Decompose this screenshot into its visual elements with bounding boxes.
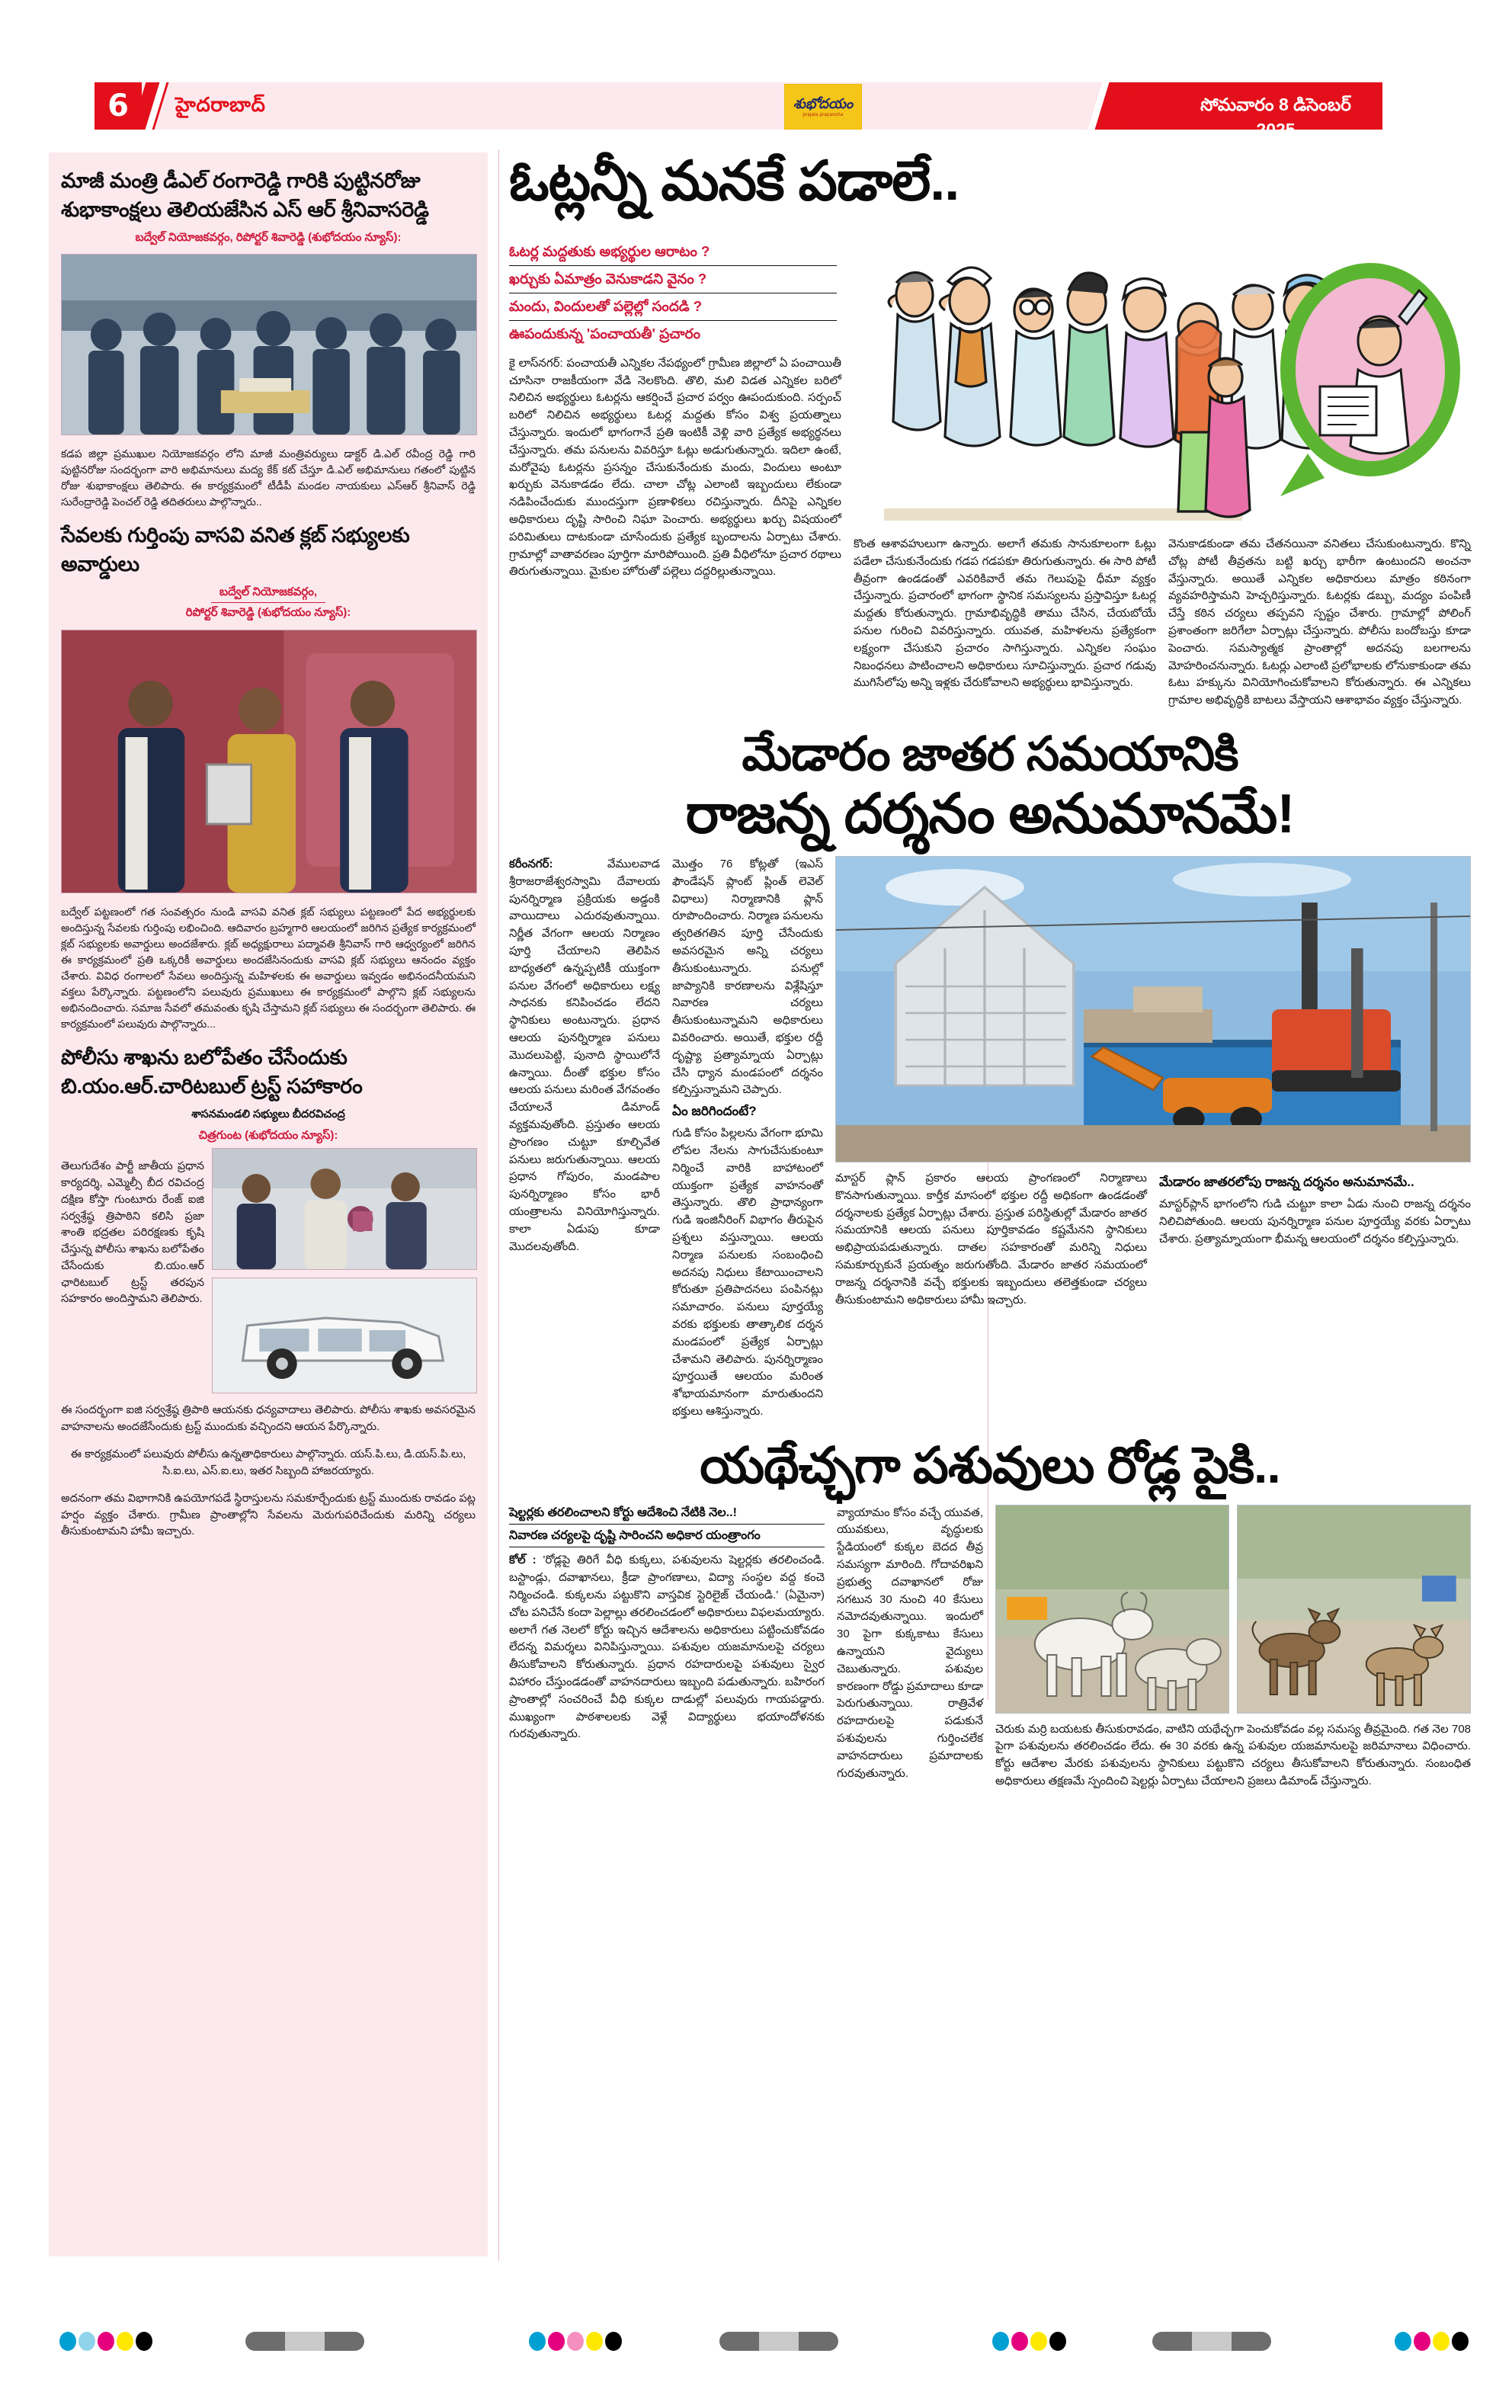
bullet-2: ఖర్చుకు ఏమాత్రం వెనుకాడని వైనం ? (509, 265, 837, 293)
main-article-2-headline-line1: మేడారం జాతర సమయానికి (742, 727, 1238, 781)
photo-illustration-temple-construction (836, 857, 1470, 1162)
main-article-3-headline: యథేచ్ఛగా పశువులు రోడ్ల పైకి.. (700, 1436, 1280, 1493)
main-article-2-body-col1b: గుడి కోసం పిల్లలను వేగంగా భూమి లోపల నేలను సాగుచేసుకుంటూ నిర్మించే వారికి బాహాటంలో యుక్తంగా ప్రత్యేక వాహనంతో తెస్తున్నారు. తొలి ప్రాధాన్యంగా గుడి ఇంజినీరింగ్ విభాగం తీరుపైన ప్రశ్నలు వస్తున్నాయి. ఆలయ నిర్మాణ పనులకు సంబంధించి అదనపు నిధులు కేటాయించాలని కోరుతూ ప్రతిపాదనలు పంపినట్లు సమాచారం. పనులు పూర్తయ్యే వరకు భక్తులకు తాత్కాలిక దర్శన మండపంలో ప్రత్యేక ఏర్పాట్లు చేశామని తెలిపారు. పునర్నిర్మాణం పూర్తయితే ఆలయం మరింత శోభాయమానంగా మారుతుందని భక్తులు ఆశిస్తున్నారు. (672, 1127, 823, 1418)
left-article-1-headline: మాజీ మంత్రి డీఎల్ రంగారెడ్డి గారికి పుట్టినరోజు శుభాకాంక్షలు తెలియజేసిన ఎస్ ఆర్ శ్రీనివాసరెడ్డి (61, 169, 429, 222)
main-article-3-kicker-1: షెల్టర్లకు తరలించాలని కోర్టు ఆదేశించి నేటికి నెల..! (509, 1505, 825, 1525)
dot-magenta-4 (1414, 2332, 1430, 2351)
main-article-3-col1 (509, 1552, 825, 1743)
grey-step-9 (1232, 2332, 1271, 2351)
dot-black (136, 2332, 152, 2351)
page-number: 6 (107, 88, 129, 123)
main-article-2-headline-line2: రాజన్న దర్శనం అనుమానమే! (685, 784, 1295, 845)
main-article-2-subhead-2: మేడారం జాతరలోపు రాజన్న దర్శనం అనుమానమే.. (1159, 1175, 1414, 1190)
grey-step-5 (759, 2332, 799, 2351)
main-article-3-kicker-2: నివారణ చర్యలపై దృష్టి సారించని అధికార యంత్రాంగం (509, 1528, 825, 1547)
cmyk-dots-far-right (1395, 2332, 1469, 2351)
left-article-3-body4: అదనంగా తమ విభాగానికి ఉపయోగపడే స్థిరాస్తులను సమకూర్చేందుకు ట్రస్ట్ ముందుకు రావడం పట్ల హర్షం వ్యక్తం చేశారు. గ్రామీణ ప్రాంతాల్లోని సేవలను మెరుగుపరిచేందుకు మరిన్ని చర్యలు తీసుకుంటామని హామీ ఇచ్చారు. (61, 1492, 476, 1538)
main-article-3-body-col1: 'రోడ్లపై తిరిగే వీధి కుక్కలు, పశువులను షెల్టర్లకు తరలించండి. బస్టాండ్లు, దవాఖానలు, క్రీడా ప్రాంగణాలు, విద్యా సంస్థల వద్ద కంచె నిర్మించండి. కుక్కలను పట్టుకొని వాస్తవిక స్టెరిలైజ్ చేయండి.' (ఏమైనా) చోట పనిచేసే కందా పెల్లాల్లు తరలించడంలో అధికారులు విఫలమయ్యారు. అలాగే గత నెలలో కోర్టు ఇచ్చిన ఆదేశాలను అధికారులు పట్టించుకోవడం లేదన్న విమర్శలు వినిపిస్తున్నాయి. పశువుల యజమానులపై చర్యలు తీసుకోవాలని కోరుతున్నారు. ప్రధాన రహదారులపై పశువులు స్వైర విహారం చేస్తుండడంతో వాహనదారులు ఇబ్బంది పడుతున్నారు. బహిరంగ ప్రాంతాల్లో సంచరించే వీధి కుక్కల దాడుల్లో పలువురు గాయపడ్డారు. ముఖ్యంగా పాఠశాలలకు వెళ్లే విద్యార్థులు భయాందోళనకు గురవుతున్నారు. (509, 1553, 825, 1741)
photo-illustration-vehicle (213, 1278, 476, 1393)
left-article-2-photo (61, 630, 477, 893)
main-article-1-body-col2: కొంత ఆశావహులుగా ఉన్నారు. అలాగే తమకు సానుకూలంగా ఓట్లు పడేలా చేసుకునేందుకు గడప గడపకూ తిరుగుతున్నారు. ఈ సారి పోటీ తీవ్రంగా ఉండడంతో ఎవరికివారే తమ గెలుపుపై ధీమా వ్యక్తం చేస్తున్నారు. ప్రచారంలో భాగంగా స్థానిక సమస్యలను ప్రస్తావిస్తూ ఓటర్ల మద్దతు కోరుతున్నారు. గ్రామాభివృద్ధికి తాము చేసిన, చేయబోయే పనుల గురించి వివరిస్తున్నారు. యువత, మహిళలను ప్రత్యేకంగా లక్ష్యంగా చేసుకుని ప్రచారం సాగిస్తున్నారు. ఎన్నికల సంఘం నిబంధనలు పాటించాలని అధికారులు సూచిస్తున్నారు. ప్రచార గడువు ముగిసేలోపు అన్ని ఇళ్లకు చేరుకోవాలని అభ్యర్థులు భావిస్తున్నారు. (854, 537, 1156, 690)
grey-step-4 (719, 2332, 759, 2351)
publication-logo (784, 84, 862, 130)
dot-magenta (98, 2332, 114, 2351)
grey-step-2 (285, 2332, 325, 2351)
main-article-3-photo-2 (1237, 1505, 1471, 1714)
left-article-3-photo-1 (212, 1148, 477, 1270)
dot-magenta-3 (1011, 2332, 1028, 2351)
left-article-3-subline: శాసనమండలి సభ్యులు బీదరవిచంద్ర (191, 1108, 345, 1121)
cmyk-dots-mid (529, 2332, 622, 2351)
main-column (509, 149, 1471, 1791)
dot-light-cyan (78, 2332, 95, 2351)
bullet-4: ఊపందుకున్న 'పంచాయతీ' ప్రచారం (509, 320, 837, 348)
logo-title: శుభోదయం (793, 95, 854, 111)
main-article-3-body-col3: చెరుకు మర్రి బయటకు తీసుకురావడం, వాటిని యథేచ్ఛగా పెంచుకోవడం వల్ల సమస్య తీవ్రమైంది. గత నెల 708 పైగా పశువులను తరలించడం లేదు. ఈ 30 వరకు ఉన్న పశువుల యజమానులపై జరిమానాలు విధించారు. కోర్టు ఆదేశాల మేరకు పశువులను స్థానికులు పట్టుకొని చర్యలు తీసుకోవాలని కోరుతున్నారు. సంబంధిత అధికారులు తక్షణమే స్పందించి షెల్టర్లు ఏర్పాటు చేయాలని ప్రజలు డిమాండ్ చేస్తున్నారు. (995, 1722, 1471, 1788)
grey-bar-mid (719, 2332, 838, 2351)
main-article-2-body-col3b: మాస్టర్‌ప్లాన్ భాగంలోని గుడి చుట్టూ కాలా ఏడు నుంచి రాజన్న దర్శనం నిలిచిపోతుంది. ఆలయ పునర్నిర్మాణ పనుల పూర్తయ్యే వరకు ఏర్పాటు చేశారు. ప్రత్యామ్నాయంగా భీమన్న ఆలయంలో దర్శనం కల్పిస్తున్నారు. (1159, 1198, 1471, 1246)
masthead-city: హైదరాబాద్ (175, 93, 266, 116)
photo-illustration-stray-dogs (1238, 1505, 1470, 1713)
masthead-date: సోమవారం 8 డిసెంబర్ 2025 (1200, 95, 1351, 139)
bullet-3: మందు, విందులతో పల్లెల్లో సందడి ? (509, 293, 837, 320)
left-article-3-byline-text: చిత్రగుంట (శుభోదయం న్యూస్): (198, 1129, 338, 1143)
photo-illustration-cattle-road (996, 1505, 1228, 1713)
left-column (49, 152, 488, 2256)
main-article-1-bullets (509, 239, 837, 348)
dot-yellow (117, 2332, 133, 2351)
grey-step-6 (799, 2332, 838, 2351)
left-article-3-byline (61, 1127, 476, 1145)
left-article-3-headline: పోలీసు శాఖను బలోపేతం చేసేందుకు బి.యం.ఆర్.చారిటబుల్ ట్రస్ట్ సహాకారం (61, 1045, 363, 1098)
logo-subtitle: prajala prapancha (802, 112, 844, 117)
main-article-3 (509, 1436, 1471, 1791)
cartoon-illustration-voters (854, 225, 1471, 528)
dot-yellow-2 (586, 2332, 603, 2351)
left-article-1-photo (61, 254, 477, 435)
main-article-2 (509, 726, 1471, 1421)
left-article-1-byline (61, 229, 476, 247)
left-article-3-body3: ఈ కార్యక్రమంలో పలువురు పోలీసు ఉన్నతాధికారులు పాల్గొన్నారు. యస్.పి.లు, డి.యస్.పి.లు, సి.ఐ.లు, ఎస్.ఐ.లు, ఇతర సిబ్బంది హాజరయ్యారు. (70, 1448, 466, 1477)
main-article-3-photo-1 (995, 1505, 1229, 1714)
left-article-2-byline-line1: బద్వేల్ నియోజకవర్గం, (219, 585, 318, 598)
dot-cyan-3 (992, 2332, 1009, 2351)
dot-light-magenta-2 (567, 2332, 584, 2351)
grey-bar-right (1152, 2332, 1271, 2351)
dot-yellow-4 (1433, 2332, 1450, 2351)
main-article-2-subhead-1: ఏం జరిగిందంటే? (672, 1104, 757, 1119)
grey-step-1 (245, 2332, 285, 2351)
dot-yellow-3 (1030, 2332, 1047, 2351)
dot-cyan-4 (1395, 2332, 1411, 2351)
main-article-1-body-col3: వెనుకాడకుండా తమ చేతనయినా వనితలు చేసుకుంటున్నారు. కొన్ని చోట్ల పోటీ తీవ్రతను బట్టి ఖర్చు భారీగా ఉంటుందని అంచనా వేస్తున్నారు. అయితే ఎన్నికల అధికారులు మాత్రం కఠినంగా వ్యవహరిస్తామని హెచ్చరిస్తున్నారు. ఓటర్లకు డబ్బు, మద్యం పంపిణీ చేస్తే కఠిన చర్యలు తప్పవని స్పష్టం చేశారు. గ్రామాల్లో పోలింగ్ ప్రశాంతంగా జరిగేలా ఏర్పాట్లు చేస్తున్నారు. పోలీసు బందోబస్తు కూడా పెంచారు. సమస్యాత్మక ప్రాంతాల్లో అదనపు బలగాలను మోహరించనున్నారు. ఓటర్లు ఎలాంటి ప్రలోభాలకు లోనుకాకుండా తమ ఓటు హక్కును వినియోగించుకోవాలని కోరుతున్నారు. ఈ ఎన్నికలు గ్రామాల అభివృద్ధికి బాటలు వేస్తాయని ఆశాభావం వ్యక్తం చేస్తున్నారు. (1168, 537, 1471, 707)
dot-magenta-2 (548, 2332, 565, 2351)
main-article-3-dateline: కోల్ : (509, 1553, 537, 1567)
photo-illustration-award (62, 630, 476, 893)
grey-step-8 (1192, 2332, 1232, 2351)
dot-black-4 (1452, 2332, 1469, 2351)
left-article-1-caption: కడప జిల్లా ప్రముఖుల నియోజకవర్గం లోని మాజీ మంత్రివర్యులు డాక్టర్ డి.ఎల్ రవీంద్ర రెడ్డి గారి పుట్టినరోజు సందర్భంగా వారి అభిమానులు మద్య కేక్ కట్ చేస్తూ డి.ఎల్ అభిమానులు గతంలో పుట్టిన రోజు శుభాకాంక్షలు తెలిపారు. ఈ కార్యక్రమంలో టీడీపీ మండల నాయకులు ఎస్ఆర్ శ్రీనివాస్ రెడ్డి సురేంద్రారెడ్డి పెంచల్ రెడ్డి తదితరులు పాల్గొన్నారు.. (61, 447, 476, 508)
main-article-1-cartoon (854, 225, 1471, 528)
byline-rule (211, 602, 325, 603)
grey-step-3 (325, 2332, 364, 2351)
main-article-1-headline: ఓట్లన్నీ మనకే పడాలే.. (509, 151, 959, 212)
photo-illustration-ceremony (62, 255, 476, 434)
cmyk-dots-right (992, 2332, 1066, 2351)
left-article-2-headline: సేవలకు గుర్తింపు వాసవి వనిత క్లబ్ సభ్యులకు అవార్డులు (61, 524, 410, 576)
cmyk-dots-left (59, 2332, 152, 2351)
grey-bar-left (245, 2332, 364, 2351)
main-article-2-body-col3: మాస్టర్ ప్లాన్ ప్రకారం ఆలయ ప్రాంగణంలో నిర్మాణాలు కొనసాగుతున్నాయి. కార్తీక మాసంలో భక్తుల రద్దీ అధికంగా ఉండడంతో దర్శనాలకు ప్రత్యేక ఏర్పాట్లు చేశారు. ప్రస్తుత పరిస్థితుల్లో మేడారం జాతర సమయానికి ఆలయ పనులు పూర్తికావడం కష్టమేనని స్థానికులు అభిప్రాయపడుతున్నారు. దాతల సహకారంతో మరిన్ని నిధులు సమకూర్చుకునే ప్రయత్నం జరుగుతోంది. మేడారం జాతర సమయంలో రాజన్న దర్శనానికి వచ్చే భక్తులకు ఇబ్బందులు తలెత్తకుండా చర్యలు తీసుకుంటామని అధికారులు హామీ ఇచ్చారు. (835, 1172, 1147, 1307)
masthead (49, 82, 1471, 139)
dot-black-2 (605, 2332, 622, 2351)
dot-black-3 (1049, 2332, 1066, 2351)
left-article-2-byline-line2: రిపోర్టర్ శివారెడ్డి (శుభోదయం న్యూస్): (185, 606, 351, 620)
dot-cyan (59, 2332, 76, 2351)
page-number-box (94, 82, 142, 130)
bullet-1: ఓటర్ల మద్దతుకు అభ్యర్థుల ఆరాటం ? (509, 242, 710, 259)
grey-step-7 (1152, 2332, 1192, 2351)
column-rule-1 (498, 149, 499, 2261)
main-article-2-dateline-body (509, 856, 660, 1255)
registration-marks (0, 2332, 1512, 2352)
left-article-1-byline-text: బద్వేల్ నియోజకవర్గం, రిపోర్టర్ శివారెడ్డి (శుభోదయం న్యూస్): (135, 230, 402, 244)
left-article-3-photo-2 (212, 1278, 477, 1393)
main-article-2-body-col2: మొత్తం 76 కోట్లతో (ఇఎస్ ఫౌండేషన్ ప్లాంట్ ప్లింత్ లెవెల్ విధాలు) నిర్మాణానికి ప్లాన్ రూపొందించారు. నిర్మాణ పనులను త్వరితగతిన పూర్తి చేసేందుకు అవసరమైన అన్ని చర్యలు తీసుకుంటున్నారు. పనుల్లో జాప్యానికి కారణాలను విశ్లేషిస్తూ నివారణ చర్యలు తీసుకుంటున్నామని అధికారులు వివరించారు. అయితే, భక్తుల రద్దీ దృష్ట్యా ప్రత్యామ్నాయ ఏర్పాట్లు చేసి ధ్యాన మండపంలో దర్శనం కల్పిస్తున్నామని చెప్పారు. (672, 858, 823, 1097)
main-article-2-body-col1: వేములవాడ శ్రీరాజరాజేశ్వరస్వామి దేవాలయ పునర్నిర్మాణ ప్రక్రియకు అడ్డంకి వాయిదాలు ఎదురవుతున్నాయి. నిర్ణీత వేగంగా ఆలయ నిర్మాణం పూర్తి చేయాలని తెలిపిన బాధ్యతలో ఉన్నప్పటికీ యుక్తంగా పనుల వేగంలో అధికారులు లక్ష్య సాధనకు కనిపించడం లేదని స్థానికులు అంటున్నారు. ప్రధాన ఆలయ పునర్నిర్మాణ పనులు మొదలుపెట్టి, పునాది స్థాయిలోనే ఉన్నాయి. దీంతో భక్తుల కోసం ఆలయ పనులు మరింత వేగవంతం చేయాలనే డిమాండ్ వ్యక్తమవుతోంది. ప్రస్తుతం ఆలయ ప్రాంగణం చుట్టూ కూల్చివేత పనులు జరుగుతున్నాయి. ఆలయ ప్రధాన గోపురం, మండపాల పునర్నిర్మాణం కోసం భారీ యంత్రాలను వినియోగిస్తున్నారు. కాలా ఏడుపు కూడా మొదలవుతోంది. (509, 858, 660, 1253)
photo-illustration-handover (213, 1149, 476, 1269)
left-article-2-body: బద్వేల్ పట్టణంలో గత సంవత్సరం నుండి వాసవి వనిత క్లబ్ సభ్యులు పట్టణంలో పేద అభ్యర్థులకు అందిస్తున్న సేవలకు గుర్తింపు లభించింది. ఆదివారం బ్రహ్మగారి ఆలయంలో జరిగిన ప్రత్యేక కార్యక్రమంలో క్లబ్ సభ్యులకు అవార్డులు అందజేశారు. క్లబ్ అధ్యక్షురాలు పద్మావతి శ్రీనివాస్ గారి ఆధ్వర్యంలో జరిగిన ఈ కార్యక్రమంలో ప్రతి ఒక్కరికీ అవార్డులు అందజేసినందుకు వాసవి క్లబ్ సభ్యులు ఆనందం వ్యక్తం చేశారు. వివిధ రంగాలలో సేవలు అందిస్తున్న మహిళలకు ఈ అవార్డులు ఇవ్వడం అభినందనీయమని వక్తలు పేర్కొన్నారు. పట్టణంలోని పలువురు ప్రముఖులు ఈ కార్యక్రమంలో పాల్గొని క్లబ్ సభ్యులను అభినందించారు. సమాజ సేవలో తమవంతు కృషి చేస్తామని క్లబ్ సభ్యులు ఈ సందర్భంగా తెలిపారు. ఈ కార్యక్రమంలో పలువురు పాల్గొన్నారు... (61, 905, 476, 1030)
main-article-1-body-col1: కై లాస్‌నగర్: పంచాయతీ ఎన్నికల నేపథ్యంలో గ్రామీణ జిల్లాలో ఏ పంచాయితీ చూసినా రాజకీయంగా వేడి నెలకొంది. తొలి, మలి విడత ఎన్నికల బరిలో నిలిచిన అభ్యర్థులు ఓటర్లను ఆకర్షించే ప్రచార పర్వం ఊపందుకుంది. సర్పంచ్ బరిలో నిలిచిన అభ్యర్థులు ఓటర్ల మద్దతు కోసం విశ్వ ప్రయత్నాలు చేస్తున్నారు. ఇందులో భాగంగానే ప్రతి ఇంటికీ వెళ్లి వారి ప్రత్యేక అభ్యర్థనలు చేస్తున్నారు. తమ పనులను వివరిస్తూ ఓట్లు అడుగుతున్నారు. ఇదిలా ఉంటే, మరోవైపు ఓటర్లను ప్రసన్నం చేసుకునేందుకు మందు, విందులు అంటూ ఖర్చుకు వెనుకాడడం లేదు. చాలా చోట్ల ఎలాంటి ఇబ్బందులు లేకుండా నడిపించేందుకు ముందస్తుగా ప్రణాళికలు రచిస్తున్నారు. దీనిపై ఎన్నికల అధికారులు దృష్టి సారించి నిఘా పెంచారు. అభ్యర్థులు ఖర్చు విషయంలో పరిమితులు దాటకుండా చూసేందుకు ప్రత్యేక బృందాలను ఏర్పాటు చేశారు. గ్రామాల్లో వాతావరణం పూర్తిగా మారిపోయింది. ప్రతి వీధిలోనూ ప్రచార రథాలు తిరుగుతున్నాయి. మైకుల హోరుతో పల్లెలు దద్దరిల్లుతున్నాయి. (509, 356, 841, 579)
left-article-2-byline (61, 584, 476, 622)
main-article-2-dateline: కరీంనగర్: (509, 858, 553, 871)
main-article-2-photo (835, 856, 1471, 1162)
main-article-3-body-col2: వ్యాయామం కోసం వచ్చే యువత, యువకులు, వృద్ధులకు స్టేడియంలో కుక్కల బెదద తీవ్ర సమస్యగా మారింది. గోదావరిఖని ప్రభుత్వ దవాఖానలో రోజు సగటున 30 నుంచి 40 కేసులు నమోదవుతున్నాయి. ఇందులో 30 పైగా కుక్కకాటు కేసులు ఉన్నాయని వైద్యులు చెబుతున్నారు. పశువుల కారణంగా రోడ్డు ప్రమాదాలు కూడా పెరుగుతున్నాయి. రాత్రివేళ రహదారులపై పడుకునే పశువులను గుర్తించలేక వాహనదారులు ప్రమాదాలకు గురవుతున్నారు. (837, 1505, 983, 1780)
left-article-3-body2: ఈ సందర్భంగా ఐజి సర్వశ్రేష్ఠ త్రిపాఠి ఆయనకు ధన్యవాదాలు తెలిపారు. పోలీసు శాఖకు అవసరమైన వాహనాలను అందజేసేందుకు ట్రస్ట్ ముందుకు వచ్చిందని ఆయన పేర్కొన్నారు. (61, 1403, 476, 1433)
dot-cyan-2 (529, 2332, 546, 2351)
left-article-3-body: తెలుగుదేశం పార్టీ జాతీయ ప్రధాన కార్యదర్శి, ఎమ్మెల్సీ బీద రవిచంద్ర దక్షిణ కోస్తా గుంటూరు రేంజ్ ఐజి సర్వశ్రేష్ఠ త్రిపాఠిని కలిసి ప్రజా శాంతి భద్రతల పరిరక్షణకు కృషి చేస్తున్న పోలీసు శాఖను బలోపేతం చేసేందుకు బి.యం.ఆర్ ఛారిటబుల్ ట్రస్ట్ తరపున సహకారం అందిస్తామని తెలిపారు. (61, 1160, 204, 1306)
